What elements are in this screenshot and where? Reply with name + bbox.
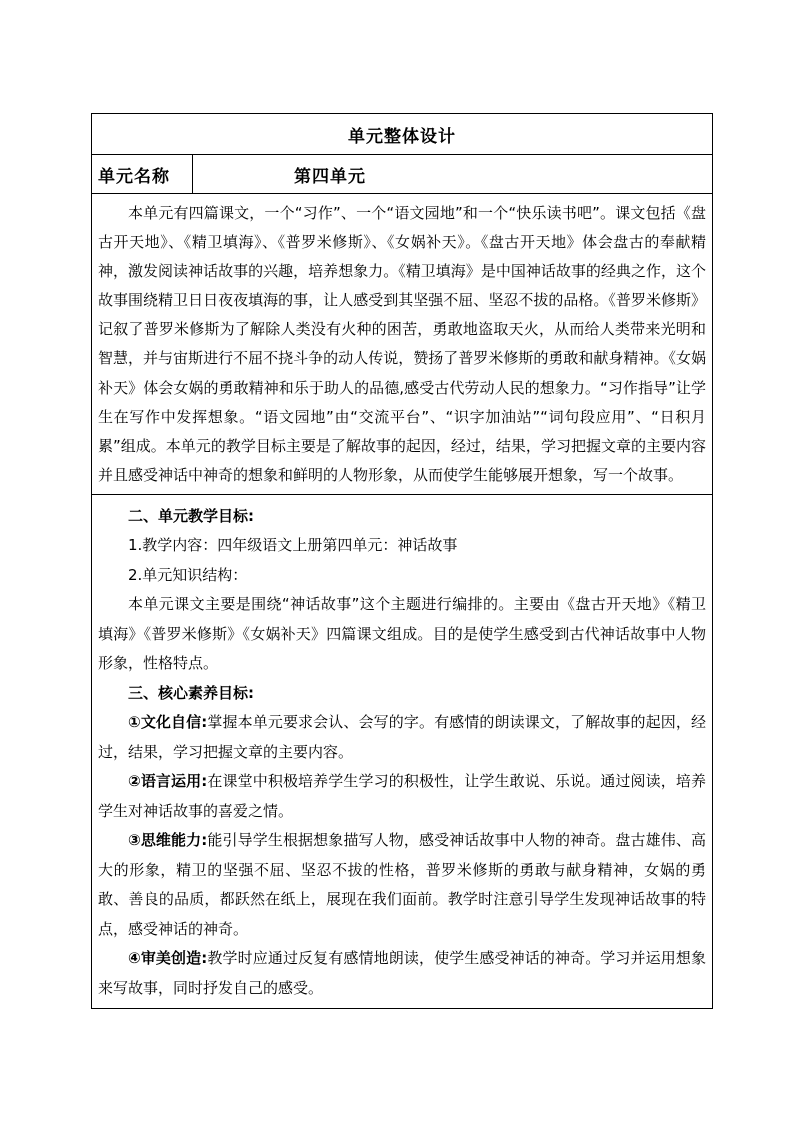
goal-lead: ③思维能力: — [128, 831, 208, 850]
goal-cultural-confidence — [98, 708, 706, 767]
unit-intro-cell — [92, 194, 713, 495]
goal-lead: ①文化自信: — [128, 713, 208, 732]
goal-lead: ④审美创造: — [128, 949, 208, 968]
goal-aesthetic-creation — [98, 944, 706, 1003]
unit-design-table — [91, 113, 713, 1009]
teaching-content-line: 1.教学内容：四年级语文上册第四单元：神话故事 — [128, 536, 458, 555]
knowledge-structure-line: 2.单元知识结构： — [128, 565, 248, 584]
knowledge-structure-text: 本单元课文主要是围绕“神话故事”这个主题进行编排的。主要由《盘古开天地》《精卫填海》《普罗米修斯》《女娲补天》四篇课文组成。目的是使学生感受到古代神话故事中人物形象，性格特点。 — [98, 595, 706, 673]
section2-heading: 二、单元教学目标: — [128, 506, 254, 525]
unit-name-value: 第四单元 — [193, 155, 713, 194]
unit-name-label: 单元名称 — [92, 155, 193, 194]
goal-text: 在课堂中积极培养学生学习的积极性，让学生敢说、乐说。通过阅读，培养学生对神话故事的喜爱之情。 — [98, 772, 706, 820]
unit-intro-text: 本单元有四篇课文，一个“习作”、一个“语文园地”和一个“快乐读书吧”。课文包括《盘古开天地》、《精卫填海》、《普罗米修斯》、《女娲补天》。《盘古开天地》体会盘古的奉献精神，激发阅读神话故事的兴趣，培养想象力。《精卫填海》是中国神话故事的经典之作，这个故事围绕精卫日日夜夜填海的事，让人感受到其坚强不屈、坚忍不拔的品格。《普罗米修斯》记叙了普罗米修斯为了解除人类没有火种的困苦，勇敢地盗取天火，从而给人类带来光明和智慧，并与宙斯进行不屈不挠斗争的动人传说，赞扬了普罗米修斯的勇敢和献身精神。《女娲补天》体会女娲的勇敢精神和乐于助人的品德,感受古代劳动人民的想象力。“习作指导”让学生在写作中发挥想象。“语文园地”由“交流平台”、“识字加油站”“词句段应用”、“日积月累”组成。本单元的教学目标主要是了解故事的起因，经过，结果，学习把握文章的主要内容并且感受神话中神奇的想象和鲜明的人物形象，从而使学生能够展开想象，写一个故事。 — [98, 204, 706, 484]
goal-text: 掌握本单元要求会认、会写的字。有感情的朗读课文，了解故事的起因，经过，结果，学习把握文章的主要内容。 — [98, 713, 706, 761]
goal-lead: ②语言运用: — [128, 772, 208, 791]
goal-text: 能引导学生根据想象描写人物，感受神话故事中人物的神奇。盘古雄伟、高大的形象，精卫的坚强不屈、坚忍不拔的性格，普罗米修斯的勇敢与献身精神，女娲的勇敢、善良的品质，都跃然在纸上，展现在我们面前。教学时注意引导学生发现神话故事的特点，感受神话的神奇。 — [98, 831, 706, 938]
table-title: 单元整体设计 — [92, 114, 713, 155]
goal-thinking-ability — [98, 826, 706, 944]
teaching-goals-cell — [92, 494, 713, 1009]
goal-text: 教学时应通过反复有感情地朗读，使学生感受神话的神奇。学习并运用想象来写故事，同时抒发自己的感受。 — [98, 949, 706, 997]
goal-language-use — [98, 767, 706, 826]
section3-heading: 三、核心素养目标: — [128, 683, 254, 702]
